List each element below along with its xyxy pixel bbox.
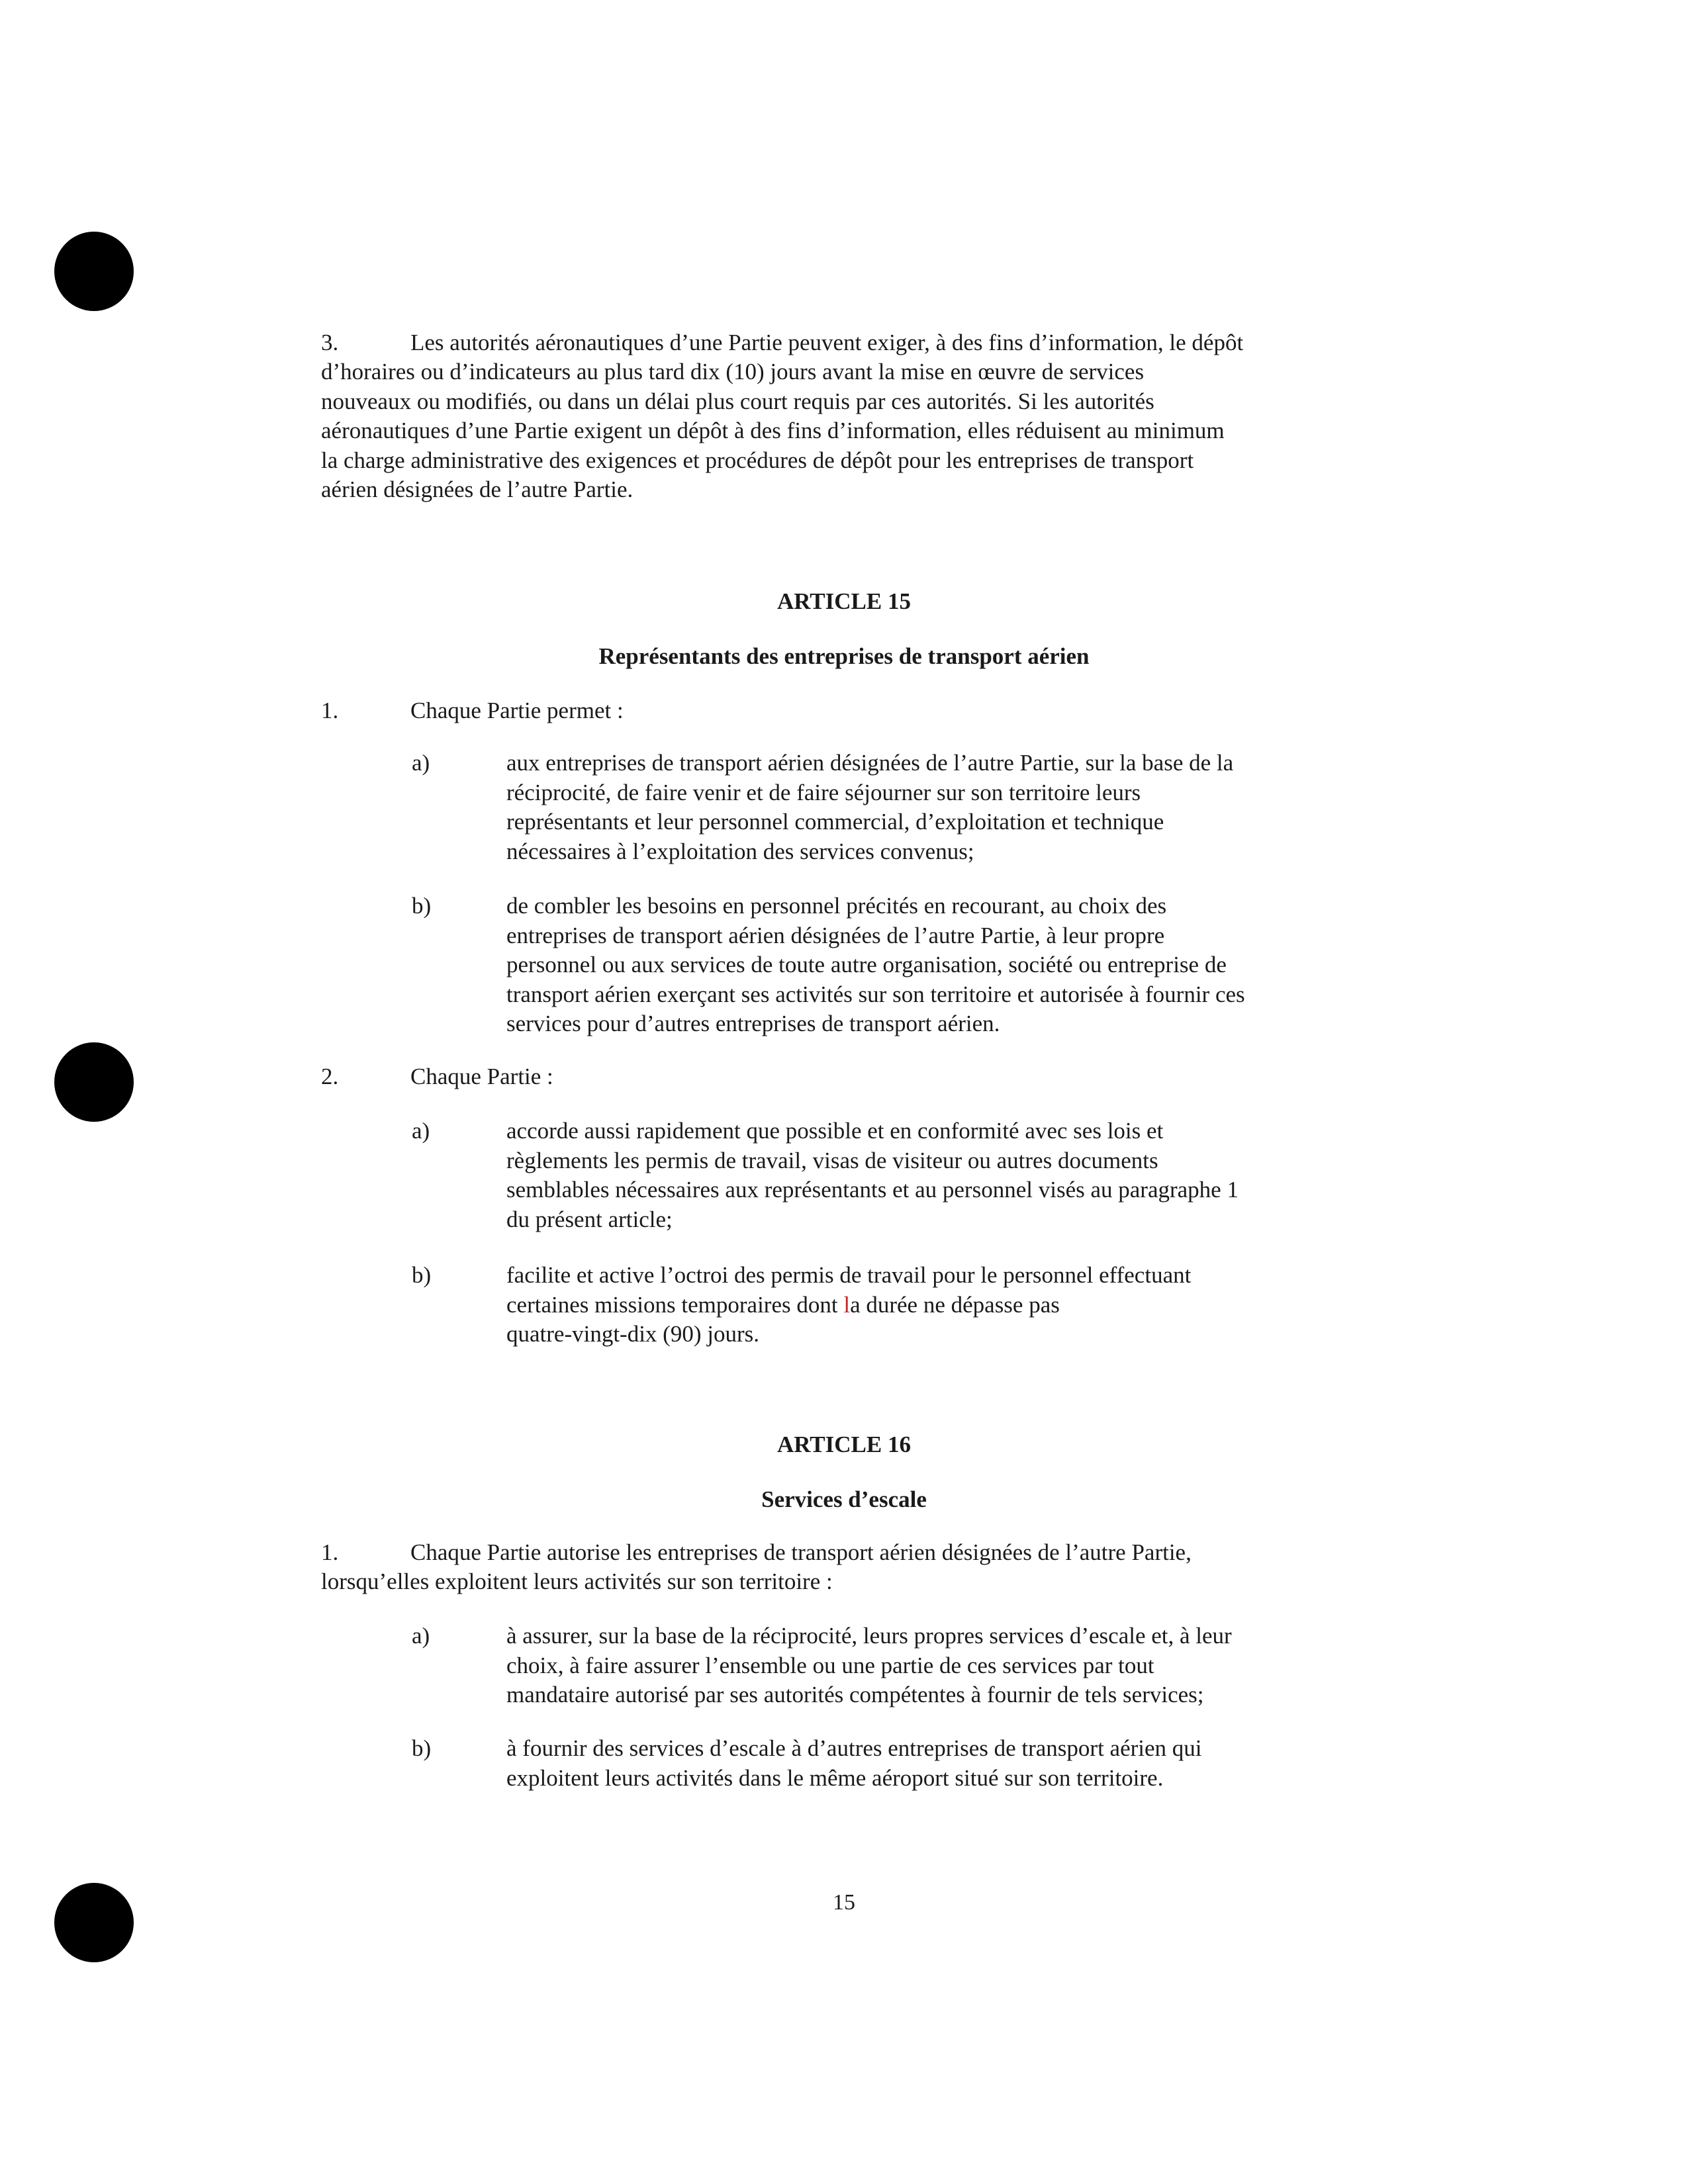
paragraph-3-line: d’horaires ou d’indicateurs au plus tard dix (10) jours avant la mise en œuvre de services [321, 359, 1145, 385]
article-15-para-1-item-a-text [506, 749, 1233, 866]
item-line: à fournir des services d’escale à d’autres entreprises de transport aérien qui [506, 1735, 1202, 1761]
item-line: quatre-vingt-dix (90) jours. [506, 1321, 759, 1347]
page-number: 15 [833, 1890, 855, 1915]
article-15-para-2-item-b-label: b) [412, 1262, 432, 1288]
item-line: entreprises de transport aérien désignées de l’autre Partie, à leur propre [506, 922, 1165, 948]
article-15-heading: ARTICLE 15 [776, 588, 911, 614]
item-line: aux entreprises de transport aérien désignées de l’autre Partie, sur la base de la [506, 750, 1234, 776]
paragraph-3-line: aéronautiques d’une Partie exigent un dépôt à des fins d’information, elles réduisent au minimum [321, 418, 1225, 443]
article-15-para-2-number: 2. [321, 1064, 339, 1089]
article-16-title: Services d’escale [761, 1486, 927, 1512]
item-line: du présent article; [506, 1206, 673, 1232]
article-15-para-1-number: 1. [321, 698, 339, 723]
paragraph-3-line: la charge administrative des exigences et procédures de dépôt pour les entreprises de transport [321, 447, 1194, 473]
item-line: accorde aussi rapidement que possible et en conformité avec ses lois et [506, 1118, 1164, 1144]
paragraph-3-body [321, 357, 1225, 505]
article-16-para-1-second-line: lorsqu’elles exploitent leurs activités sur son territoire : [321, 1569, 833, 1594]
item-line: facilite et active l’octroi des permis de travail pour le personnel effectuant [506, 1262, 1192, 1288]
item-line: règlements les permis de travail, visas de visiteur ou autres documents [506, 1147, 1158, 1173]
item-line: transport aérien exerçant ses activités sur son territoire et autorisée à fournir ces [506, 981, 1245, 1007]
article-16-para-1-item-a-text [506, 1621, 1232, 1710]
article-15-title: Représentants des entreprises de transport aérien [598, 643, 1090, 669]
paragraph-3-number: 3. [321, 330, 339, 355]
article-15-para-2-intro: Chaque Partie : [410, 1064, 553, 1089]
paragraph-3-first-line: Les autorités aéronautiques d’une Partie peuvent exiger, à des fins d’information, le dépôt [410, 330, 1244, 355]
item-line: exploitent leurs activités dans le même aéroport situé sur son territoire. [506, 1764, 1164, 1791]
item-line: services pour d’autres entreprises de transport aérien. [506, 1011, 1000, 1036]
article-15-para-1-intro: Chaque Partie permet : [410, 698, 624, 723]
item-line: semblables nécessaires aux représentants et au personnel visés au paragraphe 1 [506, 1177, 1239, 1203]
article-16-para-1-first-line: Chaque Partie autorise les entreprises de transport aérien désignées de l’autre Partie, [410, 1539, 1192, 1565]
article-15-para-2-item-a-label: a) [412, 1118, 430, 1144]
article-16-para-1-item-b-label: b) [412, 1735, 432, 1761]
punch-hole-middle [54, 1042, 134, 1122]
article-16-para-1-number: 1. [321, 1539, 339, 1565]
punch-hole-top [54, 232, 134, 311]
item-line [506, 1291, 1191, 1320]
item-line: de combler les besoins en personnel précités en recourant, au choix des [506, 893, 1167, 919]
article-16-para-1-item-b-text [506, 1734, 1202, 1793]
paragraph-3-line: aérien désignées de l’autre Partie. [321, 477, 633, 502]
article-15-para-2-item-a-text [506, 1116, 1239, 1234]
paragraph-3-line: nouveaux ou modifiés, ou dans un délai plus court requis par ces autorités. Si les autorités [321, 388, 1154, 414]
item-line-accent: l [843, 1291, 851, 1318]
item-line: nécessaires à l’exploitation des services convenus; [506, 838, 974, 864]
item-line: représentants et leur personnel commercial, d’exploitation et technique [506, 809, 1164, 835]
item-line-part: a durée ne dépasse pas [850, 1291, 1060, 1318]
article-15-para-1-item-b-text [506, 891, 1245, 1039]
article-15-para-1-item-b-label: b) [412, 893, 432, 919]
article-15-para-2-item-b-text [506, 1261, 1191, 1349]
item-line: réciprocité, de faire venir et de faire séjourner sur son territoire leurs [506, 779, 1141, 805]
item-line: choix, à faire assurer l’ensemble ou une partie de ces services par tout [506, 1652, 1154, 1678]
item-line: mandataire autorisé par ses autorités compétentes à fournir de tels services; [506, 1682, 1204, 1707]
article-16-para-1-item-a-label: a) [412, 1623, 430, 1649]
item-line-part: certaines missions temporaires dont [506, 1291, 844, 1318]
article-15-para-1-item-a-label: a) [412, 750, 430, 776]
article-16-heading: ARTICLE 16 [776, 1432, 911, 1457]
item-line: à assurer, sur la base de la réciprocité, leurs propres services d’escale et, à leur [506, 1623, 1232, 1649]
item-line: personnel ou aux services de toute autre organisation, société ou entreprise de [506, 952, 1227, 978]
